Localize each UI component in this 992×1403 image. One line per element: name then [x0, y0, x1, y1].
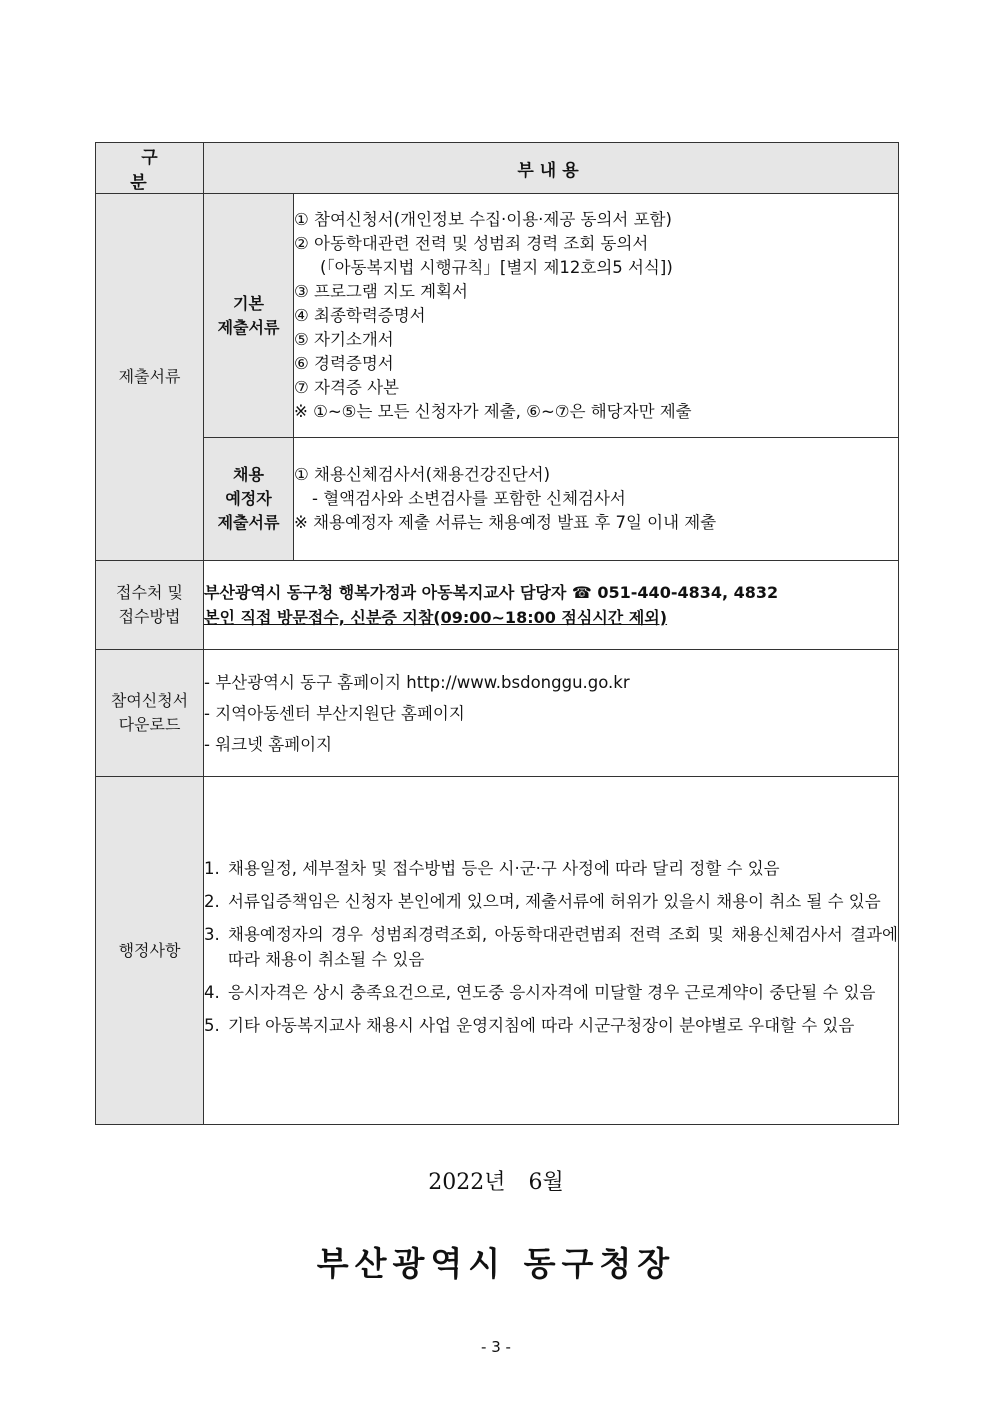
row-basic-documents — [96, 194, 899, 438]
list-item: 4. 응시자격은 상시 충족요건으로, 연도중 응시자격에 미달할 경우 근로계약이 중단될 수 있음 — [204, 982, 876, 1002]
reception-info — [204, 561, 899, 650]
recruitment-info-table — [95, 142, 899, 1125]
label-download: 참여신청서 다운로드 — [96, 650, 204, 777]
row-hire-documents — [96, 438, 899, 561]
label-reception: 접수처 및 접수방법 — [96, 561, 204, 650]
list-item: ⑥ 경력증명서 — [294, 353, 394, 373]
list-item: ※ 채용예정자 제출 서류는 채용예정 발표 후 7일 이내 제출 — [294, 513, 717, 532]
hire-documents-list — [294, 438, 899, 561]
issue-date — [0, 1165, 992, 1196]
admin-notes — [204, 777, 899, 1125]
signer-title: 부산광역시 동구청장 — [316, 1244, 676, 1283]
header-content: 부내용 — [204, 143, 899, 194]
list-item: ③ 프로그램 지도 계획서 — [294, 281, 468, 301]
list-item: - 혈액검사와 소변검사를 포함한 신체검사서 — [312, 489, 626, 508]
row-admin — [96, 777, 899, 1125]
list-item: 3. 채용예정자의 경우 성범죄경력조회, 아동학대관련범죄 전력 조회 및 채용신체검사서 결과에 따라 채용이 취소될 수 있음 — [204, 924, 898, 969]
header-category: 구 분 — [96, 143, 204, 194]
list-item: - 지역아동센터 부산지원단 홈페이지 — [204, 703, 465, 723]
list-item: ※ ①~⑤는 모든 신청자가 제출, ⑥~⑦은 해당자만 제출 — [294, 401, 692, 421]
list-item: ⑦ 자격증 사본 — [294, 377, 399, 397]
list-item: - 부산광역시 동구 홈페이지 http://www.bsdonggu.go.kr — [204, 672, 630, 692]
list-item: 5. 기타 아동복지교사 채용시 사업 운영지침에 따라 시군구청장이 분야별로 우대할 수 있음 — [204, 1015, 855, 1035]
issue-year: 2022년 — [428, 1170, 506, 1195]
list-item: ① 참여신청서(개인정보 수집·이용·제공 동의서 포함) — [294, 209, 672, 229]
reception-contact: 부산광역시 동구청 행복가정과 아동복지교사 담당자 ☎ 051-440-4834, 4832 — [204, 583, 779, 602]
label-admin: 행정사항 — [96, 777, 204, 1125]
page-number: - 3 - — [481, 1338, 511, 1356]
list-item: - 워크넷 홈페이지 — [204, 734, 333, 754]
list-item: 1. 채용일정, 세부절차 및 접수방법 등은 시·군·구 사정에 따라 달리 정할 수 있음 — [204, 858, 780, 878]
list-item: ⑤ 자기소개서 — [294, 329, 394, 349]
list-item: ④ 최종학력증명서 — [294, 305, 426, 325]
row-reception — [96, 561, 899, 650]
list-item: (「아동복지법 시행규칙」[별지 제12호의5 서식]) — [320, 257, 673, 277]
list-item: ② 아동학대관련 전력 및 성범죄 경력 조회 동의서 — [294, 233, 649, 253]
label-documents: 제출서류 — [96, 194, 204, 561]
download-list — [204, 650, 899, 777]
list-item: ① 채용신체검사서(채용건강진단서) — [294, 465, 551, 484]
table-header-row — [96, 143, 899, 194]
issue-month: 6월 — [528, 1170, 564, 1195]
label-hire-documents: 채용 예정자 제출서류 — [204, 438, 294, 561]
list-item: 2. 서류입증책임은 신청자 본인에게 있으며, 제출서류에 허위가 있을시 채용이 취소 될 수 있음 — [204, 891, 881, 911]
reception-method: 본인 직접 방문접수, 신분증 지참(09:00~18:00 점심시간 제외) — [204, 608, 668, 627]
label-basic-documents: 기본 제출서류 — [204, 194, 294, 438]
row-download — [96, 650, 899, 777]
basic-documents-list — [294, 194, 899, 438]
